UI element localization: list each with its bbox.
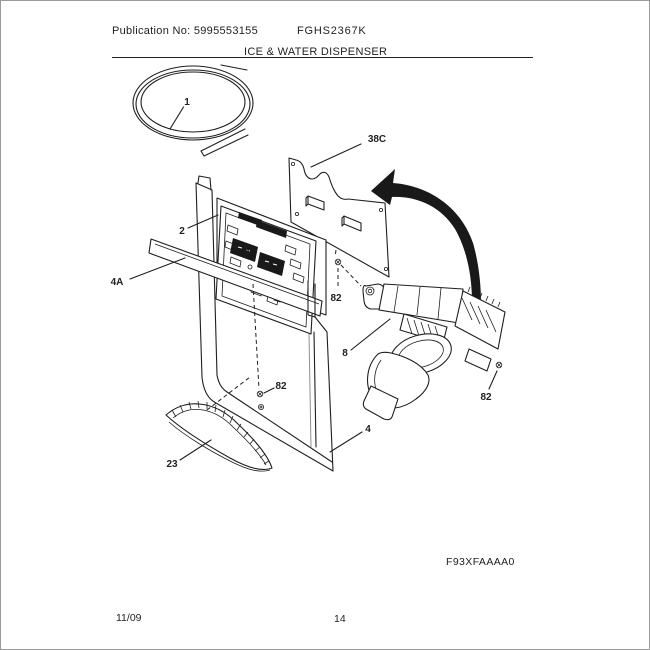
water-tube-coil	[133, 65, 253, 156]
callout-dispenser-frame: 4	[365, 424, 371, 435]
screw-lower	[257, 391, 263, 409]
callout-screw-module: 82	[480, 392, 492, 403]
figure-code: F93XFAAAA0	[446, 556, 515, 568]
screw-module	[496, 362, 502, 368]
callout-trim-panel: 4A	[110, 277, 124, 288]
callout-dispenser-module: 8	[342, 348, 348, 359]
callout-rear-cover: 38C	[367, 134, 387, 145]
screw-upper	[335, 259, 341, 265]
publication-number: Publication No: 5995553155	[112, 25, 259, 37]
footer-page-number: 14	[334, 613, 346, 625]
callout-screw-lower: 82	[275, 381, 287, 392]
page-title: ICE & WATER DISPENSER	[244, 46, 388, 58]
footer-date: 11/09	[116, 612, 142, 624]
callout-control-panel: 2	[179, 226, 185, 237]
callout-screw-upper: 82	[330, 293, 342, 304]
rotate-arrow	[371, 169, 481, 302]
callout-water-tube: 1	[184, 97, 190, 108]
callout-overflow-tray: 23	[166, 459, 178, 470]
model-number: FGHS2367K	[297, 25, 367, 37]
